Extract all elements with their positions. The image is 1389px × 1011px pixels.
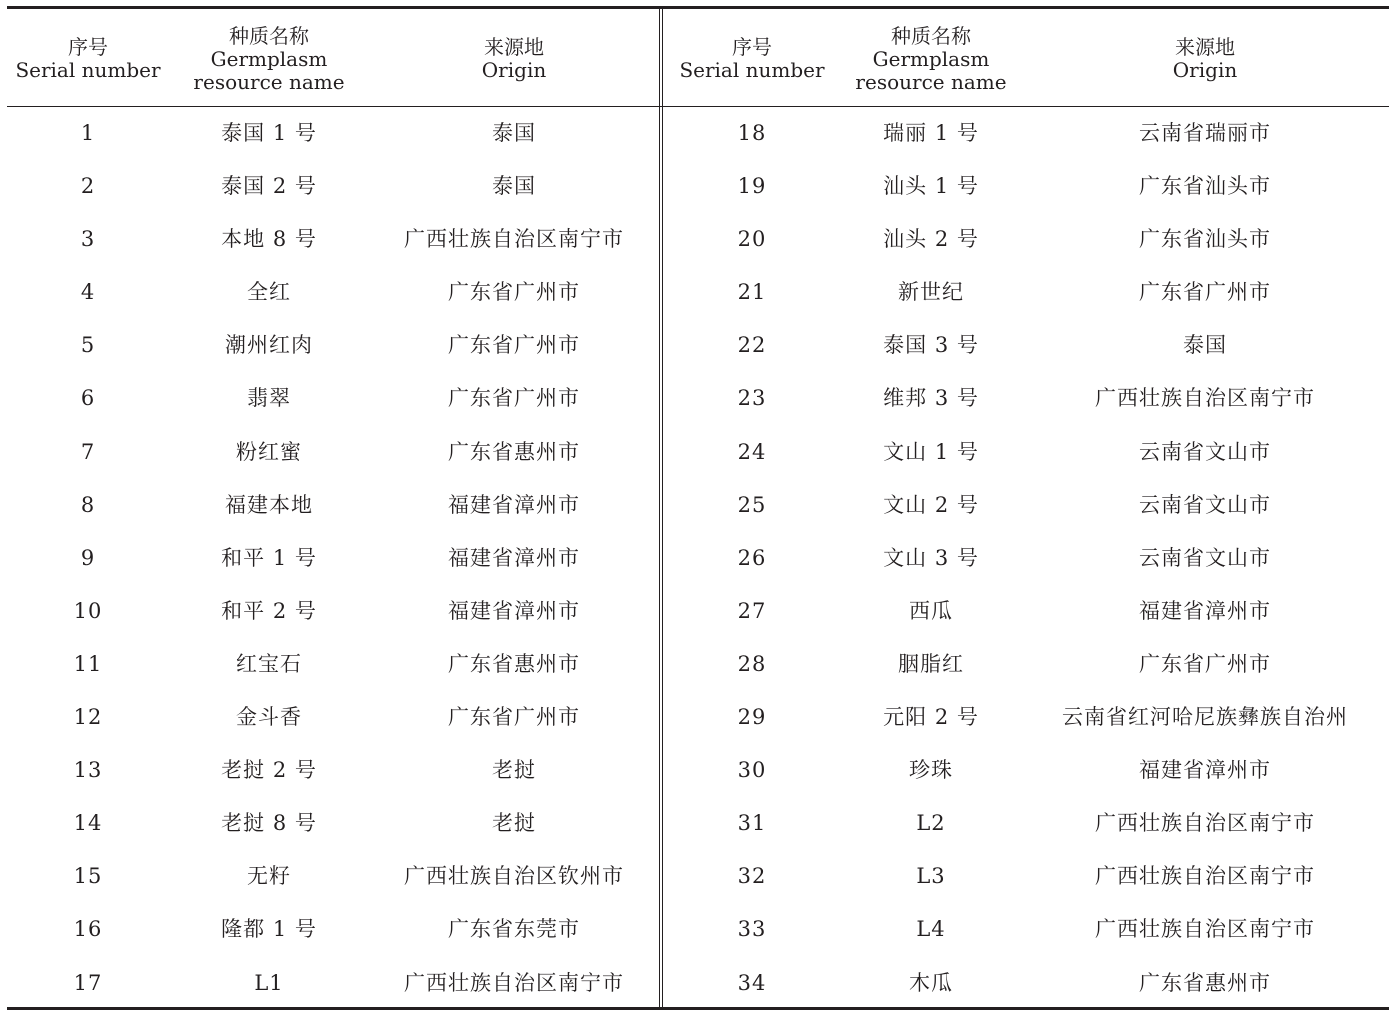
serial-number-cell: 14 — [73, 811, 103, 836]
table-row — [7, 850, 659, 903]
germplasm-name-cell: 福建本地 — [225, 492, 313, 517]
origin-cell: 广东省惠州市 — [448, 439, 580, 464]
germplasm-name-cell: 汕头 1 号 — [883, 174, 979, 199]
table-row — [7, 957, 659, 1010]
table-row — [7, 372, 659, 425]
table-row — [7, 160, 659, 213]
germplasm-name-cell: 元阳 2 号 — [883, 705, 979, 730]
header-germplasm-name — [841, 16, 1021, 102]
germplasm-name-cell: 汕头 2 号 — [883, 227, 979, 252]
germplasm-name-cell: 无籽 — [247, 864, 291, 889]
table-right-half — [663, 6, 1389, 1010]
header-origin — [1021, 16, 1389, 102]
table-row — [7, 638, 659, 691]
table-row — [663, 319, 1389, 372]
serial-number-cell: 33 — [737, 917, 767, 942]
table-row — [663, 691, 1389, 744]
origin-cell: 广东省惠州市 — [448, 651, 580, 676]
serial-number-cell: 21 — [737, 280, 767, 305]
serial-number-cell: 18 — [737, 121, 767, 145]
table-row — [663, 850, 1389, 903]
table-row — [7, 213, 659, 266]
header-name-en-line2: resource name — [193, 69, 345, 94]
germplasm-name-cell: 新世纪 — [898, 280, 964, 305]
serial-number-cell: 4 — [80, 280, 96, 305]
germplasm-name-cell: 文山 3 号 — [883, 545, 979, 570]
germplasm-name-cell: 维邦 3 号 — [883, 386, 979, 411]
table-row — [7, 585, 659, 638]
serial-number-cell: 27 — [737, 598, 767, 623]
germplasm-name-cell: 老挝 2 号 — [221, 758, 317, 783]
origin-cell: 广东省广州市 — [448, 333, 580, 358]
origin-cell: 福建省漳州市 — [448, 492, 580, 517]
germplasm-name-cell: L4 — [916, 917, 946, 942]
header-serial-number — [663, 16, 841, 102]
table-header-left — [7, 16, 659, 102]
table-row — [663, 266, 1389, 319]
table-header-right — [663, 16, 1389, 102]
germplasm-name-cell: 本地 8 号 — [221, 227, 317, 252]
header-serial-number — [7, 16, 169, 102]
serial-number-cell: 24 — [737, 439, 767, 464]
germplasm-name-cell: 珍珠 — [909, 758, 953, 783]
header-serial-en: Serial number — [15, 58, 161, 82]
header-name-en-line1: Germplasm — [872, 46, 990, 71]
origin-cell: 泰国 — [492, 121, 536, 145]
germplasm-name-cell: 粉红蜜 — [236, 439, 302, 464]
table-row — [7, 426, 659, 479]
origin-cell: 云南省文山市 — [1139, 545, 1271, 570]
serial-number-cell: 19 — [737, 174, 767, 199]
germplasm-name-cell: 潮州红肉 — [225, 333, 313, 358]
germplasm-name-cell: L2 — [916, 811, 946, 836]
origin-cell: 福建省漳州市 — [1139, 758, 1271, 783]
table-row — [7, 479, 659, 532]
origin-cell: 泰国 — [492, 174, 536, 199]
serial-number-cell: 28 — [737, 651, 767, 676]
origin-cell: 福建省漳州市 — [448, 545, 580, 570]
germplasm-name-cell: 隆都 1 号 — [221, 917, 317, 942]
table-row — [7, 266, 659, 319]
serial-number-cell: 25 — [737, 492, 767, 517]
header-origin-cn: 来源地 — [1175, 35, 1235, 59]
header-origin — [369, 16, 659, 102]
origin-cell: 广西壮族自治区南宁市 — [1095, 864, 1315, 889]
header-serial-cn: 序号 — [68, 35, 108, 59]
serial-number-cell: 11 — [73, 651, 103, 676]
serial-number-cell: 29 — [737, 705, 767, 730]
table-row — [663, 426, 1389, 479]
serial-number-cell: 3 — [80, 227, 96, 252]
germplasm-name-cell: 胭脂红 — [898, 651, 964, 676]
germplasm-name-cell: 翡翠 — [247, 386, 291, 411]
serial-number-cell: 7 — [80, 439, 96, 464]
serial-number-cell: 26 — [737, 545, 767, 570]
table-row — [7, 532, 659, 585]
serial-number-cell: 13 — [73, 758, 103, 783]
serial-number-cell: 1 — [80, 121, 96, 145]
serial-number-cell: 6 — [80, 386, 96, 411]
germplasm-name-cell: 泰国 2 号 — [221, 174, 317, 199]
origin-cell: 广东省汕头市 — [1139, 174, 1271, 199]
origin-cell: 云南省文山市 — [1139, 492, 1271, 517]
origin-cell: 云南省红河哈尼族彝族自治州 — [1062, 705, 1348, 730]
serial-number-cell: 30 — [737, 758, 767, 783]
germplasm-table — [7, 6, 1389, 1010]
germplasm-name-cell: 文山 1 号 — [883, 439, 979, 464]
table-row — [663, 744, 1389, 797]
origin-cell: 广东省广州市 — [448, 705, 580, 730]
serial-number-cell: 23 — [737, 386, 767, 411]
table-row — [663, 532, 1389, 585]
germplasm-name-cell: 泰国 3 号 — [883, 333, 979, 358]
serial-number-cell: 12 — [73, 705, 103, 730]
serial-number-cell: 20 — [737, 227, 767, 252]
germplasm-name-cell: 全红 — [247, 280, 291, 305]
table-row — [663, 903, 1389, 956]
origin-cell: 广西壮族自治区南宁市 — [1095, 386, 1315, 411]
serial-number-cell: 10 — [73, 598, 103, 623]
origin-cell: 广东省广州市 — [1139, 651, 1271, 676]
table-row — [663, 797, 1389, 850]
table-row — [663, 213, 1389, 266]
serial-number-cell: 15 — [73, 864, 103, 889]
header-serial-en: Serial number — [679, 58, 825, 82]
header-name-cn: 种质名称 — [229, 23, 309, 48]
serial-number-cell: 8 — [80, 492, 96, 517]
germplasm-name-cell: 老挝 8 号 — [221, 811, 317, 836]
germplasm-name-cell: 泰国 1 号 — [221, 121, 317, 145]
serial-number-cell: 31 — [737, 811, 767, 836]
germplasm-name-cell: 西瓜 — [909, 598, 953, 623]
origin-cell: 泰国 — [1183, 333, 1227, 358]
serial-number-cell: 34 — [737, 970, 767, 995]
table-row — [663, 585, 1389, 638]
origin-cell: 福建省漳州市 — [1139, 598, 1271, 623]
table-row — [663, 957, 1389, 1010]
table-row — [7, 903, 659, 956]
table-row — [663, 479, 1389, 532]
table-body-left — [7, 107, 659, 1010]
serial-number-cell: 16 — [73, 917, 103, 942]
germplasm-name-cell: 金斗香 — [236, 705, 302, 730]
origin-cell: 广东省汕头市 — [1139, 227, 1271, 252]
origin-cell: 广西壮族自治区南宁市 — [404, 227, 624, 252]
table-row — [7, 744, 659, 797]
origin-cell: 老挝 — [492, 758, 536, 783]
header-serial-cn: 序号 — [732, 35, 772, 59]
table-row — [663, 107, 1389, 160]
header-origin-en: Origin — [1172, 58, 1238, 82]
origin-cell: 广东省东莞市 — [448, 917, 580, 942]
germplasm-name-cell: L3 — [916, 864, 946, 889]
table-row — [7, 319, 659, 372]
origin-cell: 老挝 — [492, 811, 536, 836]
origin-cell: 广西壮族自治区南宁市 — [1095, 811, 1315, 836]
origin-cell: 广西壮族自治区钦州市 — [404, 864, 624, 889]
serial-number-cell: 22 — [737, 333, 767, 358]
table-row — [7, 691, 659, 744]
germplasm-name-cell: 木瓜 — [909, 970, 953, 995]
serial-number-cell: 32 — [737, 864, 767, 889]
serial-number-cell: 5 — [80, 333, 96, 358]
origin-cell: 广西壮族自治区南宁市 — [404, 970, 624, 995]
serial-number-cell: 17 — [73, 970, 103, 995]
table-body-right — [663, 107, 1389, 1010]
header-origin-en: Origin — [481, 58, 547, 82]
origin-cell: 广东省广州市 — [448, 386, 580, 411]
germplasm-name-cell: 和平 2 号 — [221, 598, 317, 623]
germplasm-name-cell: 文山 2 号 — [883, 492, 979, 517]
origin-cell: 云南省瑞丽市 — [1139, 121, 1271, 145]
origin-cell: 广东省广州市 — [448, 280, 580, 305]
germplasm-name-cell: 红宝石 — [236, 651, 302, 676]
header-name-en-line2: resource name — [855, 69, 1007, 94]
header-germplasm-name — [169, 16, 369, 102]
origin-cell: 福建省漳州市 — [448, 598, 580, 623]
header-name-en-line1: Germplasm — [210, 46, 328, 71]
table-left-half — [7, 6, 659, 1010]
origin-cell: 广东省广州市 — [1139, 280, 1271, 305]
header-name-cn: 种质名称 — [891, 23, 971, 48]
germplasm-name-cell: 和平 1 号 — [221, 545, 317, 570]
table-row — [663, 160, 1389, 213]
table-row — [7, 797, 659, 850]
origin-cell: 云南省文山市 — [1139, 439, 1271, 464]
header-origin-cn: 来源地 — [484, 35, 544, 59]
serial-number-cell: 2 — [80, 174, 96, 199]
origin-cell: 广东省惠州市 — [1139, 970, 1271, 995]
serial-number-cell: 9 — [80, 545, 96, 570]
origin-cell: 广西壮族自治区南宁市 — [1095, 917, 1315, 942]
germplasm-name-cell: 瑞丽 1 号 — [883, 121, 979, 145]
table-row — [663, 638, 1389, 691]
table-row — [7, 107, 659, 160]
germplasm-name-cell: L1 — [254, 970, 284, 995]
table-row — [663, 372, 1389, 425]
